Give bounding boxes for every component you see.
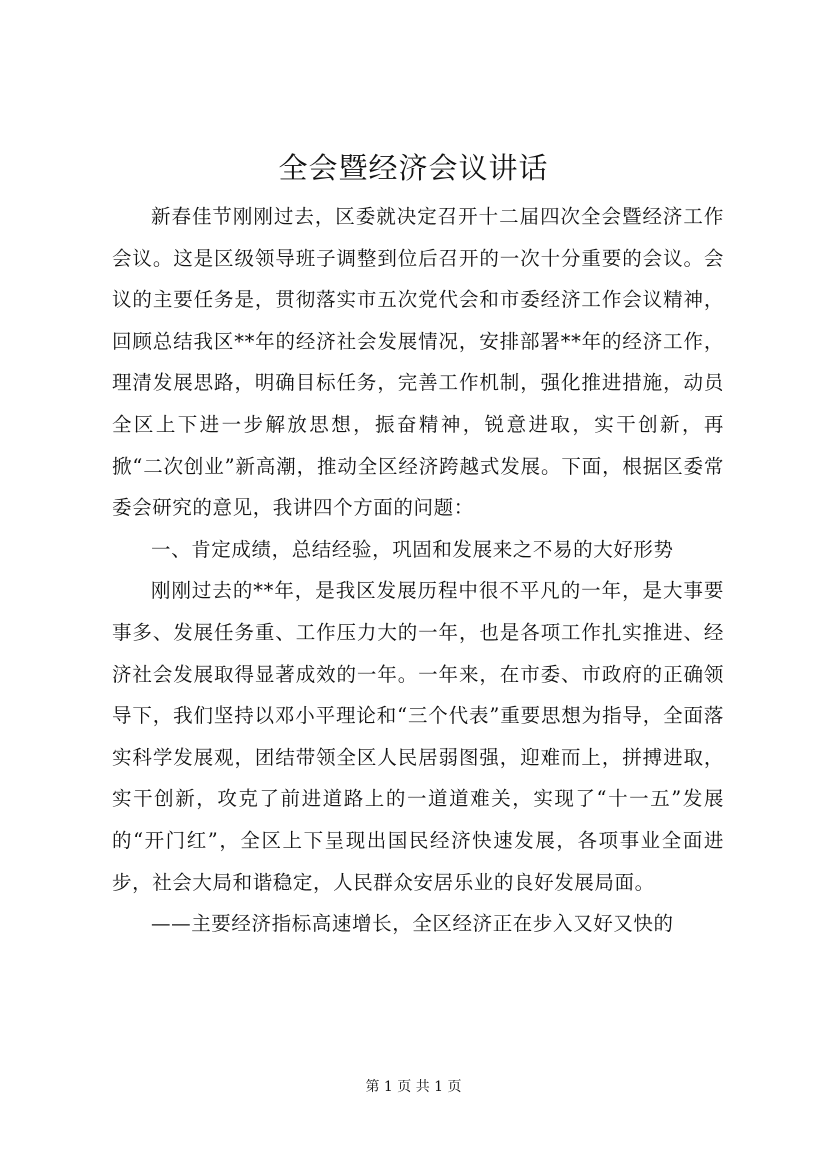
paragraph-economic-indicators: ——主要经济指标高速增长，全区经济正在步入又好又快的 (151, 912, 674, 936)
paragraph-intro: 新春佳节刚刚过去，区委就决定召开十二届四次全会暨经济工作会议。这是区级领导班子调整到位后召开的一次十分重要的会议。会议的主要任务是，贯彻落实市五次党代会和市委经济工作会议精神，回顾总结我区**年的经济社会发展情况，安排部署**年的经济工作，理清发展思路，明确目标任务，完善工作机制，强化推进措施，动员全区上下进一步解放思想，振奋精神，锐意进取，实干创新，再掀“二次创业”新高潮，推动全区经济跨越式发展。下面，根据区委常委会研究的意见，我讲四个方面的问题： (112, 205, 724, 520)
document-title: 全会暨经济会议讲话 (278, 151, 549, 185)
document-body (112, 196, 724, 945)
section-heading-1: 一、肯定成绩，总结经验，巩固和发展来之不易的大好形势 (151, 537, 674, 561)
page-footer: 第 1 页 共 1 页 (365, 1079, 462, 1095)
paragraph-achievements: 刚刚过去的**年，是我区发展历程中很不平凡的一年，是大事要事多、发展任务重、工作压力大的一年，也是各项工作扎实推进、经济社会发展取得显著成效的一年。一年来，在市委、市政府的正确领导下，我们坚持以邓小平理论和“三个代表”重要思想为指导，全面落实科学发展观，团结带领全区人民居弱图强，迎难而上，拼搏进取，实干创新，攻克了前进道路上的一道道难关，实现了“十一五”发展的“开门红”，全区上下呈现出国民经济快速发展，各项事业全面进步，社会大局和谐稳定，人民群众安居乐业的良好发展局面。 (112, 579, 724, 894)
